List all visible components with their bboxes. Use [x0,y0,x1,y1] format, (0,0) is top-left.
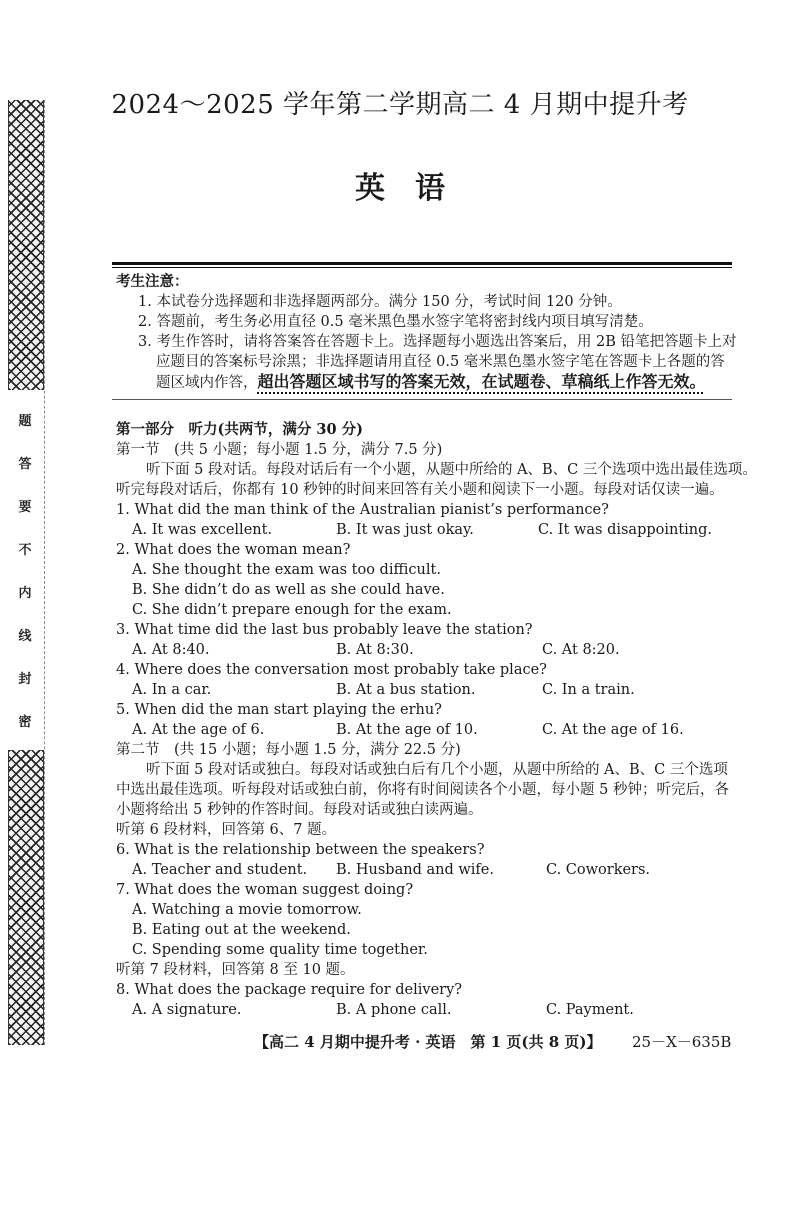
section2-intro-1: 听下面 5 段对话或独白。每段对话或独白后有几个小题，从题中所给的 A、B、C 三个选项 [146,762,728,778]
seal-char: 答 [18,457,32,472]
section1-heading: 第一节 (共 5 小题；每小题 1.5 分，满分 7.5 分) [116,442,443,458]
seal-char: 线 [18,629,32,644]
seal-text [8,390,42,750]
notice-warning: 超出答题区域书写的答案无效，在试题卷、草稿纸上作答无效。 [257,372,706,391]
seal-char: 密 [18,715,32,730]
question-4-option-a: A. In a car. [132,682,212,698]
question-2-option-c: C. She didn’t prepare enough for the exam. [132,602,452,618]
question-6-option-b: B. Husband and wife. [336,862,494,878]
seal-char: 内 [18,586,32,601]
question-4-option-b: B. At a bus station. [336,682,476,698]
seal-char: 封 [18,672,32,687]
seal-pattern-top [8,100,44,390]
question-7-option-c: C. Spending some quality time together. [132,942,428,958]
question-1-option-c: C. It was disappointing. [538,522,713,538]
section2-heading: 第二节 (共 15 小题；每小题 1.5 分，满分 22.5 分) [116,742,461,758]
seal-char: 不 [18,543,32,558]
question-3-option-a: A. At 8:40. [132,642,210,658]
question-7-option-a: A. Watching a movie tomorrow. [132,902,362,918]
exam-title: 2024～2025 学年第二学期高二 4 月期中提升考 [111,90,689,120]
section2-intro-2: 中选出最佳选项。听每段对话或独白前，你将有时间阅读各个小题，每小题 5 秒钟；听完后，各 [116,782,729,798]
seal-char: 要 [18,500,32,515]
question-6-option-a: A. Teacher and student. [132,862,308,878]
question-2-option-b: B. She didn’t do as well as she could have. [132,582,445,598]
question-3-stem: 3. What time did the last bus probably leave the station? [116,622,533,638]
question-2-stem: 2. What does the woman mean? [116,542,351,558]
part1-heading: 第一部分 听力(共两节，满分 30 分) [116,421,363,438]
divider-thin [112,267,732,268]
footer-page-info: 【高二 4 月期中提升考 · 英语 第 1 页(共 8 页)】 [254,1033,602,1051]
divider-notice-end [112,399,732,400]
notice-item-3-line1: 3. 考生作答时，请将答案答在答题卡上。选择题每小题选出答案后，用 2B 铅笔把答题卡上对 [138,334,737,350]
question-5-stem: 5. When did the man start playing the erhu? [116,702,442,718]
notice-heading: 考生注意： [116,273,189,290]
seal-pattern-bottom [8,750,44,1045]
notice-item-2: 2. 答题前，考生务必用直径 0.5 毫米黑色墨水签字笔将密封线内项目填写清楚。 [138,314,653,330]
question-6-option-c: C. Coworkers. [546,862,651,878]
question-8-option-c: C. Payment. [546,1002,634,1018]
notice-item-3-line2: 应题目的答案标号涂黑；非选择题请用直径 0.5 毫米黑色墨水签字笔在答题卡上各题的答 [156,354,725,370]
question-5-option-b: B. At the age of 10. [336,722,478,738]
question-4-stem: 4. Where does the conversation most probably take place? [116,662,547,678]
section1-intro-1: 听下面 5 段对话。每段对话后有一个小题，从题中所给的 A、B、C 三个选项中选出最佳选项。 [146,462,757,478]
question-3-option-b: B. At 8:30. [336,642,414,658]
material-7-instruction: 听第 7 段材料，回答第 8 至 10 题。 [116,962,355,978]
question-8-stem: 8. What does the package require for delivery? [116,982,463,998]
notice-item-1: 1. 本试卷分选择题和非选择题两部分。满分 150 分，考试时间 120 分钟。 [138,294,622,310]
question-8-option-b: B. A phone call. [336,1002,452,1018]
question-7-stem: 7. What does the woman suggest doing? [116,882,414,898]
material-6-instruction: 听第 6 段材料，回答第 6、7 题。 [116,822,337,838]
notice-item-3-text: 题区域内作答， [156,375,258,391]
question-3-option-c: C. At 8:20. [542,642,620,658]
divider-thick [112,262,732,265]
footer-code: 25－X－635B [632,1033,732,1051]
question-2-option-a: A. She thought the exam was too difficult. [132,562,441,578]
question-8-option-a: A. A signature. [132,1002,242,1018]
seal-cut-line [44,100,45,1045]
question-5-option-a: A. At the age of 6. [132,722,265,738]
notice-item-3-line3 [156,372,706,393]
section2-intro-3: 小题将给出 5 秒钟的作答时间。每段对话或独白读两遍。 [116,802,483,818]
question-6-stem: 6. What is the relationship between the speakers? [116,842,485,858]
question-5-option-c: C. At the age of 16. [542,722,684,738]
section1-intro-2: 听完每段对话后，你都有 10 秒钟的时间来回答有关小题和阅读下一小题。每段对话仅读一遍。 [116,482,724,498]
exam-subject: 英语 [355,171,475,206]
seal-char: 题 [18,414,32,429]
question-1-option-a: A. It was excellent. [132,522,273,538]
question-1-stem: 1. What did the man think of the Australian pianist’s performance? [116,502,609,518]
seal-strip [8,100,42,1045]
question-4-option-c: C. In a train. [542,682,635,698]
question-1-option-b: B. It was just okay. [336,522,474,538]
question-7-option-b: B. Eating out at the weekend. [132,922,351,938]
